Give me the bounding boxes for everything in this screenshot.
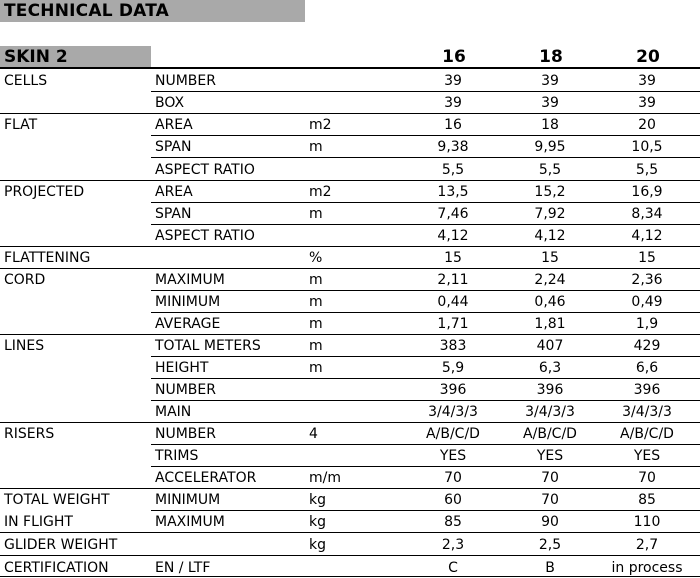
row-group-label: GLIDER WEIGHT: [4, 537, 118, 553]
row-param-label: MAXIMUM: [155, 514, 225, 530]
row-param-label: ASPECT RATIO: [155, 228, 255, 244]
row-value: 85: [444, 514, 462, 530]
row-unit: m/m: [309, 470, 341, 486]
row-param-label: NUMBER: [155, 73, 216, 89]
row-divider: [0, 422, 700, 423]
row-value: B: [545, 560, 555, 576]
row-group-label: LINES: [4, 338, 45, 354]
row-unit: kg: [309, 492, 326, 508]
row-value: 16,9: [631, 184, 663, 200]
row-divider: [0, 555, 700, 556]
row-value: in process: [611, 560, 683, 576]
row-divider: [0, 180, 700, 181]
row-unit: m: [309, 360, 323, 376]
row-unit: m2: [309, 117, 332, 133]
row-divider: [151, 378, 700, 379]
row-value: A/B/C/D: [620, 426, 674, 442]
row-value: 1,81: [534, 316, 566, 332]
row-value: 18: [541, 117, 559, 133]
row-value: 39: [444, 95, 462, 111]
row-divider: [151, 157, 700, 158]
row-group-label: CERTIFICATION: [4, 560, 109, 576]
row-param-label: ACCELERATOR: [155, 470, 257, 486]
row-divider: [151, 135, 700, 136]
row-value: 2,36: [631, 272, 663, 288]
row-value: 15: [541, 250, 559, 266]
row-value: 20: [638, 117, 656, 133]
row-value: 6,3: [538, 360, 562, 376]
row-group-label: FLAT: [4, 117, 38, 133]
row-value: 15: [444, 250, 462, 266]
row-unit: m: [309, 338, 323, 354]
row-param-label: TOTAL METERS: [155, 338, 261, 354]
row-value: YES: [536, 448, 564, 464]
row-value: YES: [633, 448, 661, 464]
row-value: 2,24: [534, 272, 566, 288]
row-value: 0,49: [631, 294, 663, 310]
row-value: 39: [541, 73, 559, 89]
row-unit: m: [309, 316, 323, 332]
model-name: SKIN 2: [4, 47, 68, 67]
row-value: 15: [638, 250, 656, 266]
row-param-label: BOX: [155, 95, 185, 111]
row-value: 4,12: [534, 228, 566, 244]
row-value: 15,2: [534, 184, 566, 200]
row-value: 1,9: [635, 316, 659, 332]
row-value: 3/4/3/3: [622, 404, 672, 420]
row-unit: m: [309, 294, 323, 310]
row-value: 16: [444, 117, 462, 133]
row-divider: [151, 510, 700, 511]
row-value: 396: [633, 382, 661, 398]
row-divider: [151, 356, 700, 357]
row-value: 5,5: [538, 162, 562, 178]
row-value: A/B/C/D: [523, 426, 577, 442]
row-value: 39: [638, 73, 656, 89]
row-divider: [151, 91, 700, 92]
row-value: 4,12: [437, 228, 469, 244]
row-param-label: MINIMUM: [155, 294, 221, 310]
row-divider: [151, 466, 700, 467]
row-param-label: AVERAGE: [155, 316, 221, 332]
row-param-label: AREA: [155, 117, 193, 133]
row-value: 13,5: [437, 184, 469, 200]
header-divider: [0, 67, 700, 69]
row-value: 2,11: [437, 272, 469, 288]
row-value: 0,44: [437, 294, 469, 310]
row-value: 1,71: [437, 316, 469, 332]
row-value: 429: [633, 338, 661, 354]
row-value: 5,5: [635, 162, 659, 178]
row-value: 39: [541, 95, 559, 111]
row-divider: [151, 444, 700, 445]
page-title: TECHNICAL DATA: [4, 1, 170, 21]
row-group-label: TOTAL WEIGHT: [4, 492, 110, 508]
row-param-label: MAIN: [155, 404, 192, 420]
row-param-label: MAXIMUM: [155, 272, 225, 288]
row-value: 2,7: [635, 537, 659, 553]
row-param-label: TRIMS: [155, 448, 199, 464]
row-value: 110: [633, 514, 661, 530]
row-group-label: CORD: [4, 272, 46, 288]
row-value: 39: [444, 73, 462, 89]
row-divider: [151, 202, 700, 203]
row-value: 2,5: [538, 537, 562, 553]
row-divider: [0, 488, 700, 489]
row-divider: [0, 532, 700, 533]
row-param-label: MINIMUM: [155, 492, 221, 508]
size-header-16: 16: [442, 47, 466, 67]
row-divider: [0, 113, 700, 114]
row-value: YES: [439, 448, 467, 464]
row-divider: [0, 246, 700, 247]
row-value: 6,6: [635, 360, 659, 376]
row-param-label: SPAN: [155, 139, 192, 155]
row-value: 5,5: [441, 162, 465, 178]
row-unit: kg: [309, 514, 326, 530]
row-divider: [0, 268, 700, 269]
row-value: 39: [638, 95, 656, 111]
row-value: 70: [638, 470, 656, 486]
row-divider: [0, 334, 700, 335]
row-unit: m: [309, 272, 323, 288]
row-unit: %: [309, 250, 323, 266]
row-value: 9,38: [437, 139, 469, 155]
row-value: 4,12: [631, 228, 663, 244]
row-value: 3/4/3/3: [428, 404, 478, 420]
size-header-18: 18: [539, 47, 563, 67]
row-value: A/B/C/D: [426, 426, 480, 442]
table-bottom-line: [0, 576, 700, 577]
row-param-label: HEIGHT: [155, 360, 209, 376]
row-divider: [151, 224, 700, 225]
row-value: 10,5: [631, 139, 663, 155]
row-value: 7,46: [437, 206, 469, 222]
row-value: 3/4/3/3: [525, 404, 575, 420]
row-param-label: SPAN: [155, 206, 192, 222]
row-param-label: ASPECT RATIO: [155, 162, 255, 178]
row-value: 0,46: [534, 294, 566, 310]
row-value: 85: [638, 492, 656, 508]
row-value: 2,3: [441, 537, 465, 553]
row-param-label: NUMBER: [155, 426, 216, 442]
row-value: 5,9: [441, 360, 465, 376]
row-group-label: FLATTENING: [4, 250, 91, 266]
row-value: 70: [541, 470, 559, 486]
row-param-label: NUMBER: [155, 382, 216, 398]
row-value: 407: [536, 338, 564, 354]
row-group-label: RISERS: [4, 426, 55, 442]
row-param-label: AREA: [155, 184, 193, 200]
row-value: 90: [541, 514, 559, 530]
row-value: 60: [444, 492, 462, 508]
row-divider: [151, 290, 700, 291]
row-group-label: CELLS: [4, 73, 48, 89]
row-divider: [151, 400, 700, 401]
row-value: 7,92: [534, 206, 566, 222]
row-value: 70: [444, 470, 462, 486]
row-value: C: [448, 560, 458, 576]
row-value: 8,34: [631, 206, 663, 222]
row-group-label: PROJECTED: [4, 184, 85, 200]
row-value: 9,95: [534, 139, 566, 155]
row-unit: m: [309, 139, 323, 155]
row-value: 383: [439, 338, 467, 354]
row-value: 70: [541, 492, 559, 508]
row-group-label: IN FLIGHT: [4, 514, 73, 530]
row-unit: 4: [309, 426, 318, 442]
size-header-20: 20: [636, 47, 660, 67]
row-param-label: EN / LTF: [155, 560, 211, 576]
row-unit: m2: [309, 184, 332, 200]
row-unit: kg: [309, 537, 326, 553]
row-value: 396: [536, 382, 564, 398]
row-unit: m: [309, 206, 323, 222]
row-divider: [151, 312, 700, 313]
row-value: 396: [439, 382, 467, 398]
